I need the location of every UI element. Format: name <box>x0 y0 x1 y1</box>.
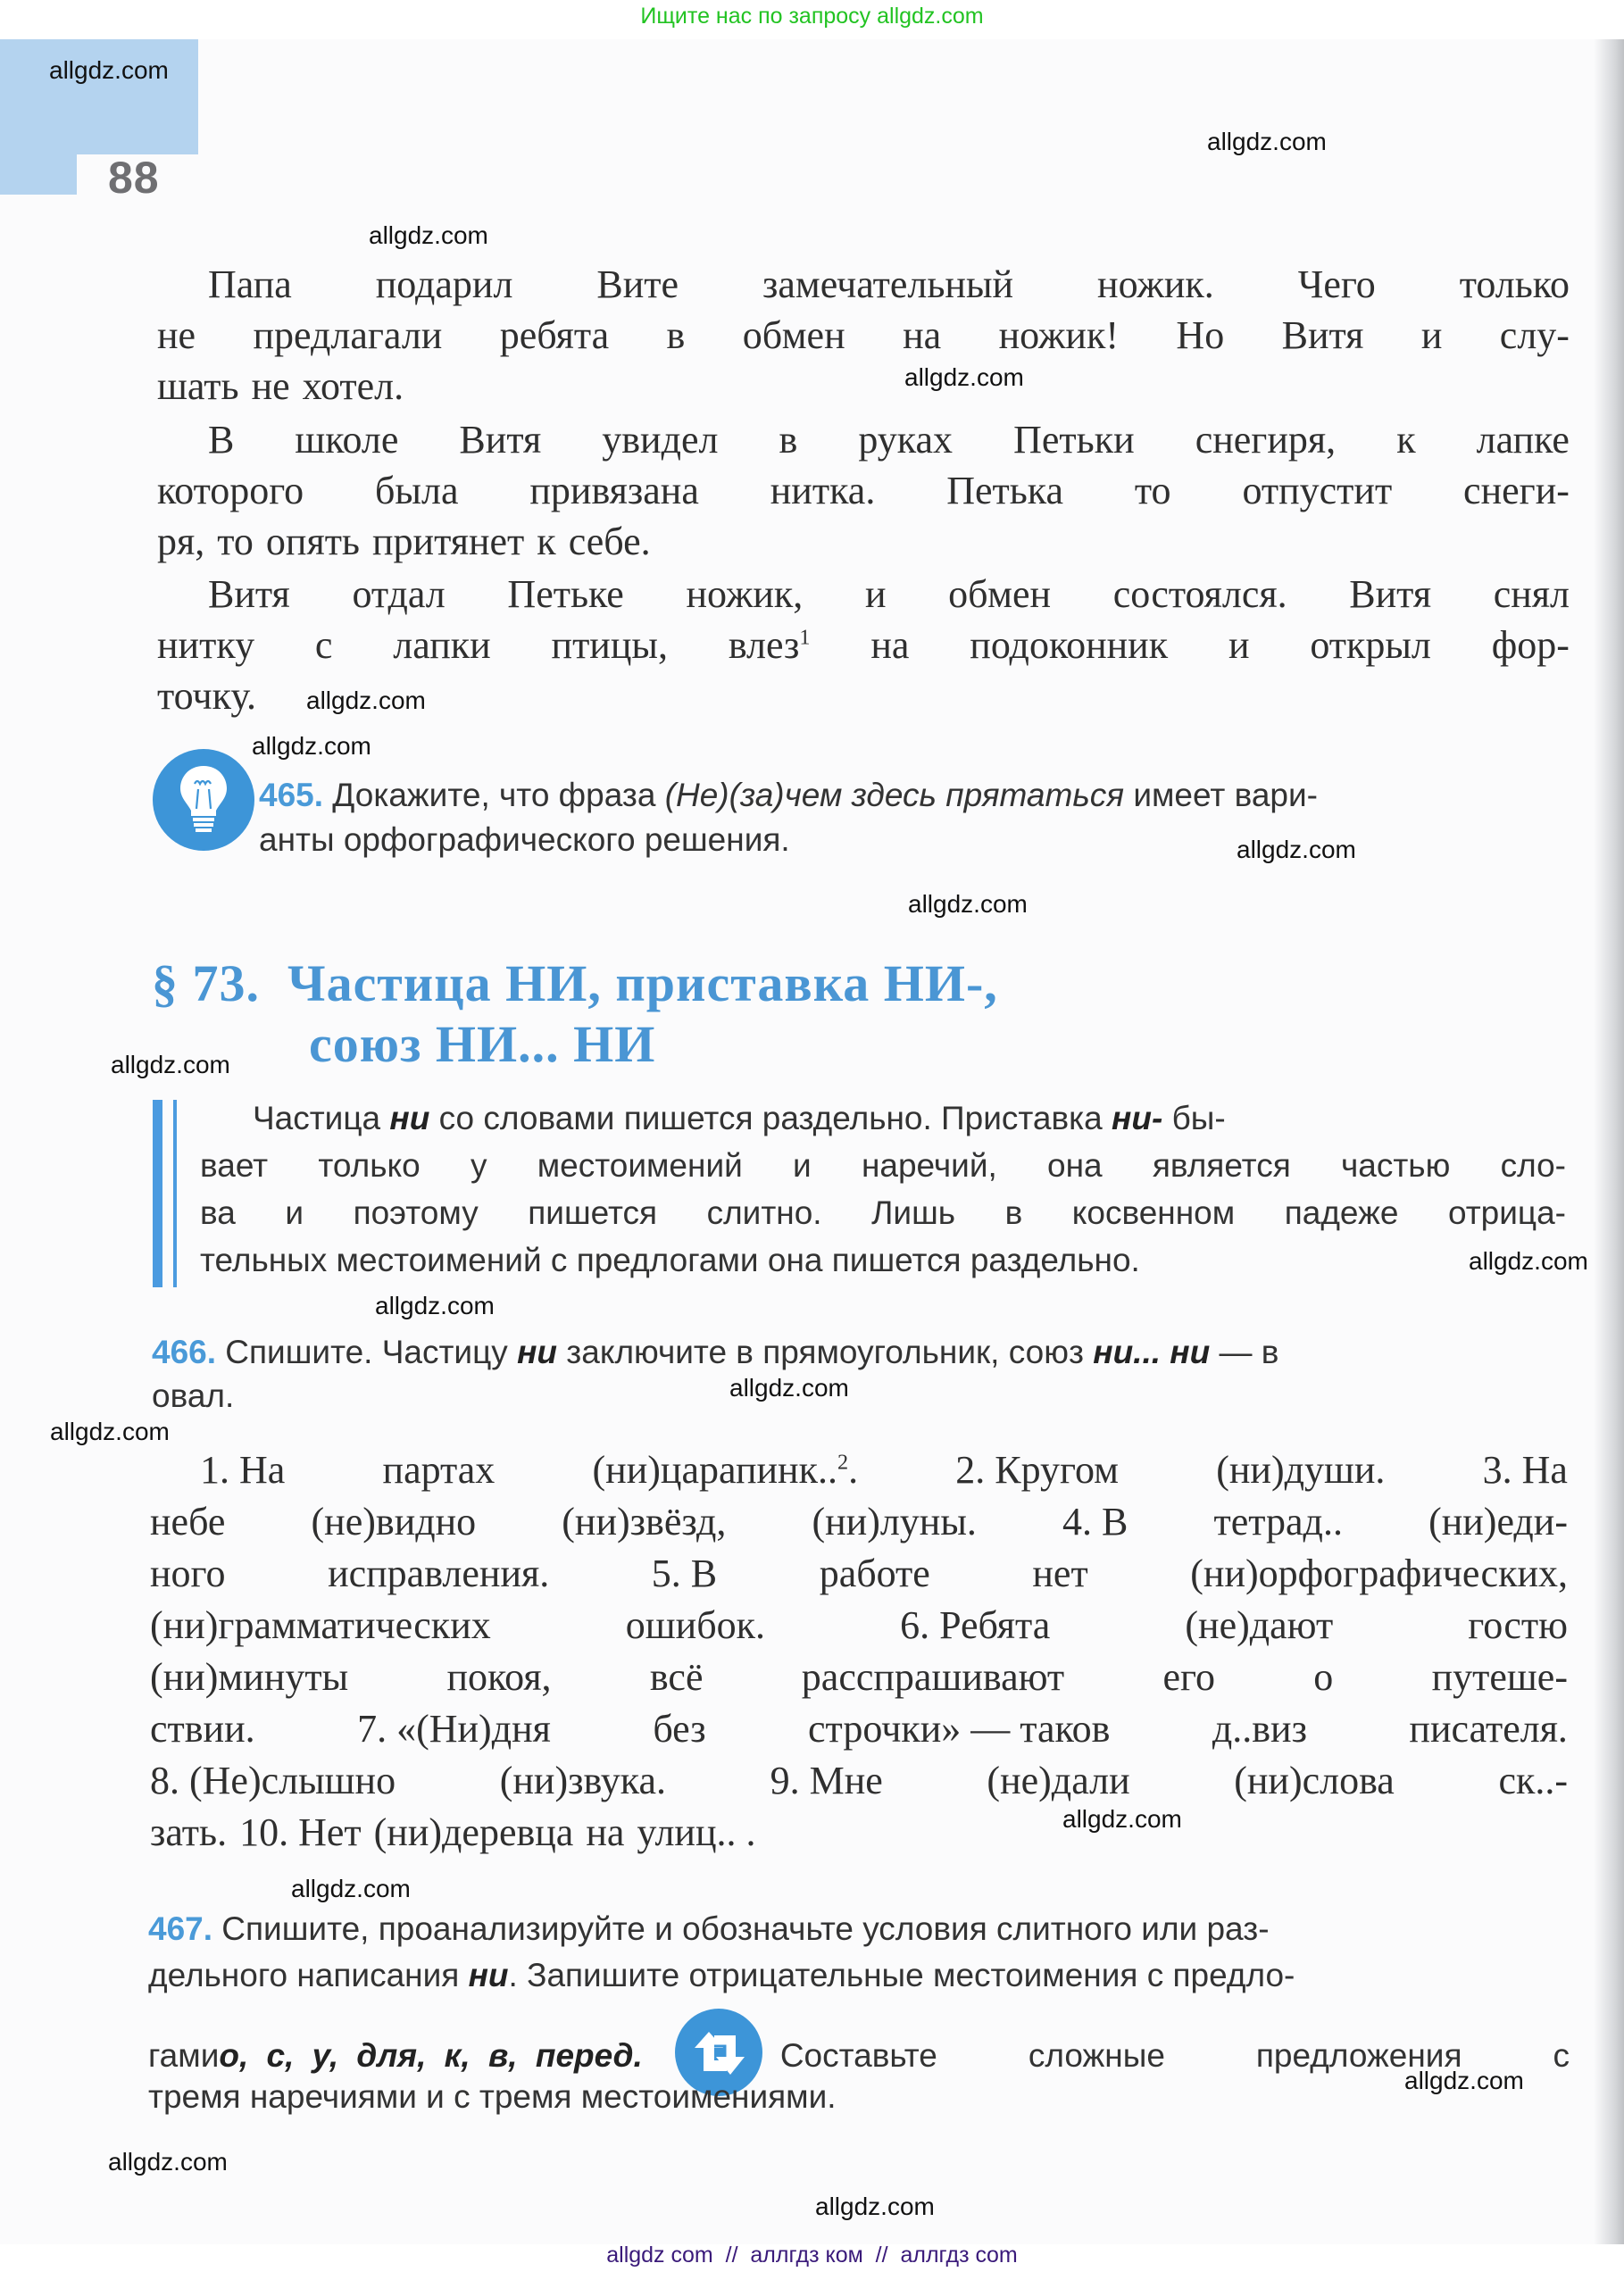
word: опять <box>265 520 360 563</box>
rule-line1 <box>253 1100 1565 1137</box>
word: (ни)еди- <box>1428 1500 1568 1544</box>
word: ного <box>150 1552 226 1595</box>
exercise-467-line4: тремя наречиями и с тремя местоимениями. <box>148 2078 837 2115</box>
word: в <box>779 418 798 462</box>
watermark: allgdz.com <box>1207 128 1327 155</box>
story-line <box>157 310 1570 362</box>
exercise-466-sentence-line <box>150 1496 1568 1548</box>
word: (ни)минуты <box>150 1655 349 1699</box>
exercise-number: 466. <box>152 1334 217 1370</box>
exercise-465 <box>259 777 1571 814</box>
word: состоялся. <box>1112 572 1287 616</box>
word: небе <box>150 1500 226 1544</box>
bold-italic-ni-ni: ни... ни <box>1093 1334 1211 1370</box>
word: ря, <box>157 520 205 563</box>
word: (не)дали <box>987 1759 1130 1802</box>
word: 3. На <box>1482 1448 1568 1492</box>
word: 2. Кругом <box>955 1448 1119 1492</box>
word: Витя <box>1281 313 1364 357</box>
word: подарил <box>375 262 513 306</box>
word: подоконник <box>970 623 1169 667</box>
word: нет <box>1032 1552 1088 1595</box>
lightbulb-glyph <box>175 762 232 837</box>
word: снял <box>1493 572 1570 616</box>
word: д..виз <box>1212 1707 1307 1751</box>
exercise-number: 467. <box>148 1910 213 1947</box>
word: школе <box>295 418 399 462</box>
word: строчки» — таков <box>808 1707 1111 1751</box>
watermark: allgdz.com <box>904 363 1024 391</box>
story-line <box>208 259 1570 311</box>
word: на <box>586 1810 625 1854</box>
word: снегиря, <box>1195 418 1337 462</box>
watermark: allgdz.com <box>1237 836 1356 863</box>
watermark: allgdz.com <box>291 1875 411 1902</box>
page-number: 88 <box>108 153 160 203</box>
word: Витя <box>208 572 290 616</box>
exercise-467-line1 <box>148 1910 1568 1948</box>
footnote-marker: 1 <box>799 625 811 650</box>
word: В <box>208 418 235 462</box>
exercise-465-line1 <box>259 777 1318 814</box>
exercise-466-sentence-line <box>150 1548 1568 1600</box>
word: партах <box>382 1448 496 1492</box>
word: не <box>251 364 290 408</box>
watermark: allgdz.com <box>1404 2067 1524 2094</box>
word: Витя <box>459 418 542 462</box>
word: 6. Ребята <box>900 1603 1051 1647</box>
exercise-466-line1 <box>152 1334 1568 1371</box>
word: отдал <box>352 572 446 616</box>
word: влез$^1$ <box>728 623 811 667</box>
word: 10. Нет <box>239 1810 362 1854</box>
word: улиц.. . <box>637 1810 756 1854</box>
text: Составьте сложные предложения с <box>779 2037 1570 2074</box>
exercise-467-line2 <box>148 1957 1295 1994</box>
word: его <box>1162 1655 1215 1699</box>
word: нитку <box>157 623 255 667</box>
word: не <box>157 313 196 357</box>
footer-links[interactable]: allgdz com // аллгдз ком // аллгдз com <box>606 2243 1018 2268</box>
swap-arrows-glyph <box>691 2025 746 2080</box>
exercise-466-sentence-line <box>200 1444 1568 1496</box>
word: ошибок. <box>625 1603 765 1647</box>
bold-italic-ni-prefix: ни- <box>1112 1100 1163 1136</box>
site-banner[interactable]: Ищите нас по запросу allgdz.com <box>640 4 984 29</box>
word: то <box>217 520 254 563</box>
word: Вите <box>596 262 679 306</box>
rule-line2: вает только у местоимений и наречий, она является частью сло- <box>200 1147 1566 1184</box>
word: к <box>1396 418 1416 462</box>
word: (ни)звёзд, <box>562 1500 727 1544</box>
word: ножик! <box>998 313 1119 357</box>
section-heading-line2: союз НИ... НИ <box>309 1015 656 1073</box>
word: 9. Мне <box>770 1759 883 1802</box>
word: ножик, <box>686 572 804 616</box>
word: притянет <box>372 520 525 563</box>
word: только <box>1459 262 1570 306</box>
word: Папа <box>208 262 292 306</box>
watermark: allgdz.com <box>49 56 169 84</box>
word: нитка. <box>770 469 876 512</box>
word: писателя. <box>1409 1707 1568 1751</box>
word: (не)видно <box>311 1500 477 1544</box>
word: в <box>666 313 686 357</box>
story-line <box>157 465 1570 517</box>
word: (ни)царапинк..$^2$. <box>592 1448 859 1492</box>
word: (ни)слова <box>1234 1759 1395 1802</box>
watermark: allgdz.com <box>252 732 371 760</box>
word: отпустит <box>1242 469 1393 512</box>
word: слу- <box>1499 313 1570 357</box>
word: предлагали <box>253 313 443 357</box>
rule-bar-thin <box>173 1100 177 1287</box>
word: 1. На <box>200 1448 286 1492</box>
word: фор- <box>1491 623 1570 667</box>
rule-bar-thick <box>153 1100 162 1287</box>
word: (ни)деревца <box>373 1810 574 1854</box>
footnote-marker: 2 <box>837 1450 849 1475</box>
text: гами <box>148 2037 220 2074</box>
word: о <box>1313 1655 1334 1699</box>
word: обмен <box>742 313 845 357</box>
word: лапке <box>1476 418 1570 462</box>
word: замечательный <box>762 262 1014 306</box>
text: со словами пишется раздельно. Приставка <box>429 1100 1112 1136</box>
word: снеги- <box>1463 469 1570 512</box>
rule-line3: ва и поэтому пишется слитно. Лишь в косвенном падеже отрица- <box>200 1194 1566 1231</box>
word: 8. (Не)слышно <box>150 1759 396 1802</box>
watermark: allgdz.com <box>369 221 488 249</box>
text: — в <box>1210 1334 1279 1370</box>
watermark: allgdz.com <box>375 1292 495 1319</box>
exercise-number: 465. <box>259 777 324 813</box>
exercise-466-sentence-line <box>150 1652 1568 1703</box>
story-line <box>157 620 1570 671</box>
word: и <box>1228 623 1250 667</box>
word: себе. <box>568 520 651 563</box>
exercise-466-sentence-line <box>150 1600 1568 1652</box>
word: шать <box>157 364 239 408</box>
lightbulb-icon <box>153 749 254 851</box>
text: . Запишите отрицательные местоимения с предло- <box>508 1957 1295 1993</box>
exercise-465-line2: анты орфографического решения. <box>259 821 790 858</box>
word: гостю <box>1468 1603 1568 1647</box>
word: 7. «(Ни)дня <box>357 1707 551 1751</box>
watermark: allgdz.com <box>1062 1805 1182 1833</box>
section-heading-line1: § 73. Частица НИ, приставка НИ-, <box>152 954 998 1012</box>
exercise-466-line2: овал. <box>152 1377 235 1414</box>
watermark: allgdz.com <box>729 1374 849 1402</box>
rule-line4: тельных местоимений с предлогами она пишется раздельно. <box>200 1242 1140 1278</box>
word: Петька <box>946 469 1064 512</box>
word: зать. <box>150 1810 228 1854</box>
word: руках <box>858 418 954 462</box>
word: 4. В <box>1062 1500 1128 1544</box>
prepositions-list: о, с, у, для, к, в, перед. <box>219 2037 643 2074</box>
word: исправления. <box>328 1552 550 1595</box>
word: покоя, <box>446 1655 552 1699</box>
text: бы- <box>1162 1100 1226 1136</box>
word: (ни)души. <box>1216 1448 1386 1492</box>
italic-phrase: (Не)(за)чем здесь прятаться <box>664 777 1125 813</box>
text: Спишите. Частицу <box>216 1334 518 1370</box>
watermark: allgdz.com <box>306 686 426 714</box>
word: (ни)звука. <box>499 1759 666 1802</box>
word: с <box>314 623 333 667</box>
word: путеше- <box>1431 1655 1568 1699</box>
watermark: allgdz.com <box>108 2148 228 2176</box>
word: работе <box>819 1552 930 1595</box>
word: и <box>864 572 887 616</box>
word: к <box>537 520 556 563</box>
word: Витя <box>1349 572 1432 616</box>
word: точку. <box>157 674 256 718</box>
word: (ни)луны. <box>812 1500 977 1544</box>
word: Петьке <box>507 572 624 616</box>
word: без <box>653 1707 706 1751</box>
text: имеет вари- <box>1124 777 1318 813</box>
word: (не)дают <box>1185 1603 1334 1647</box>
word: 5. В <box>651 1552 718 1595</box>
word: была <box>375 469 459 512</box>
text: Частица <box>253 1100 390 1136</box>
word: Петьки <box>1013 418 1135 462</box>
watermark: allgdz.com <box>1469 1247 1588 1275</box>
word: Но <box>1176 313 1225 357</box>
exercise-466-sentence-line <box>150 1703 1568 1755</box>
word: ствии. <box>150 1707 255 1751</box>
story-line <box>157 361 1570 412</box>
word: то <box>1134 469 1171 512</box>
page-edge-shadow <box>1594 39 1624 2244</box>
text: Докажите, что фраза <box>332 777 665 813</box>
word: которого <box>157 469 304 512</box>
word: ребята <box>499 313 610 357</box>
word: всё <box>649 1655 704 1699</box>
word: ск..- <box>1498 1759 1568 1802</box>
story-line <box>208 569 1570 620</box>
watermark: allgdz.com <box>111 1051 230 1078</box>
watermark: allgdz.com <box>50 1418 170 1445</box>
word: ножик. <box>1097 262 1214 306</box>
word: (ни)орфографических, <box>1190 1552 1568 1595</box>
word: тетрад.. <box>1213 1500 1343 1544</box>
story-line <box>157 516 1570 568</box>
word: хотел. <box>302 364 404 408</box>
word: (ни)грамматических <box>150 1603 491 1647</box>
exercise-466-sentence-line <box>150 1807 1568 1859</box>
word: открыл <box>1310 623 1431 667</box>
word: Чего <box>1297 262 1376 306</box>
text: Спишите, проанализируйте и обозначьте условия слитного или раз- <box>212 1910 1270 1947</box>
word: птицы, <box>551 623 668 667</box>
watermark: allgdz.com <box>908 890 1028 918</box>
word: на <box>903 313 942 357</box>
word: и <box>1420 313 1443 357</box>
text: дельного написания <box>148 1957 469 1993</box>
word: лапки <box>393 623 491 667</box>
word: увидел <box>602 418 719 462</box>
word: расспрашивают <box>801 1655 1065 1699</box>
word: привязана <box>529 469 699 512</box>
word: на <box>870 623 910 667</box>
watermark: allgdz.com <box>815 2193 935 2220</box>
word: обмен <box>948 572 1052 616</box>
text: заключите в прямоугольник, союз <box>557 1334 1094 1370</box>
bold-italic-ni: ни <box>517 1334 558 1370</box>
bold-italic-ni: ни <box>389 1100 430 1136</box>
story-line <box>208 414 1570 466</box>
exercise-466-sentence-line <box>150 1755 1568 1807</box>
bold-italic-ni: ни <box>468 1957 509 1993</box>
